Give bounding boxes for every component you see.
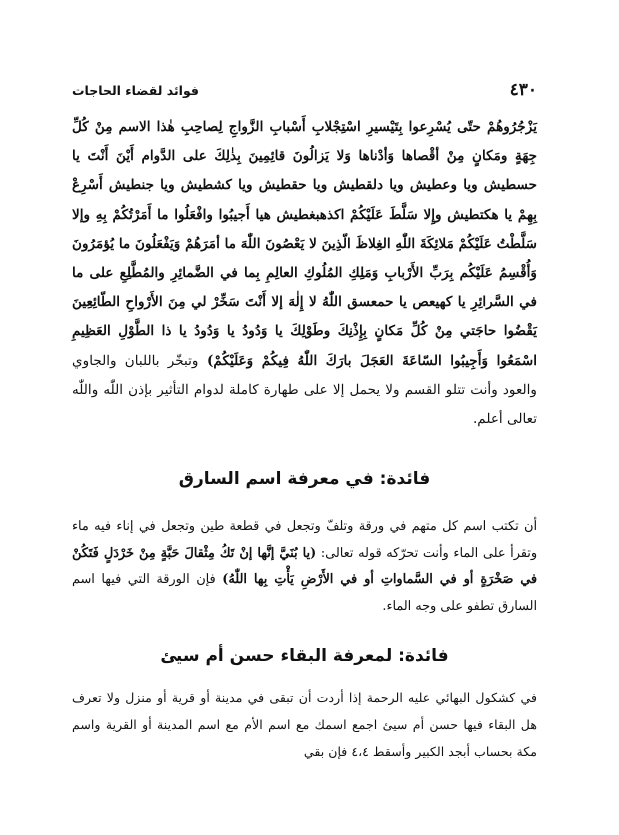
thief-text-before: أن تكتب اسم كل متهم في ورقة وتلفّ وتجعل في قطعة طين وتجعل في إناء فيه ماء وتقرأ على الماء وأنت تحرّكه قوله تعالى: (72, 519, 537, 561)
invocation-closing-text: وتبخّر باللبان والجاوي والعود وأنت تتلو القسم ولا يحمل إلا على طهارة كاملة لدوام التأثير بإذن اللّٰه واللّٰه تعالى أعلم. (72, 352, 537, 428)
section-heading-thief: فائدة: في معرفة اسم السارق (178, 469, 431, 489)
stay-paragraph: في كشكول البهائي عليه الرحمة إذا أردت أن تبقى في مدينة أو قرية أو منزل ولا تعرف هل البقاء فيها حسن أم سيئ اجمع اسمك مع اسم الأم مع اسم المدينة أو القرية واسم مكة بحساب أبجد الكبير وأسقط ٤،٤ فإن بقي (72, 690, 537, 759)
thief-paragraph (72, 514, 537, 620)
page-header (72, 80, 537, 100)
page-number: ٤٣٠ (509, 80, 537, 100)
running-title: فوائد لقضاء الحاجات (72, 83, 199, 98)
invocation-bold-text: يَزْجُرُوهُمْ حتّى يُسْرِعوا بِتَيْسيرِ اسْتِجْلابِ أَسْبابِ الزَّواجِ لِصاحِبِ هٰذا الاسم مِنْ كُلِّ جِهَةٍ ومَكانٍ مِنْ أقْصاها وَأدْناها وَلا يَزالُونَ قائِمِينَ بِذٰلِكَ على الدَّوام أَيْنَ أَنْتَ يا حسطيش ويا وعطيش ويا دلقطيش ويا حقطيش ويا كشطيش ويا جنطيش أَسْرِعْ بِهِمْ يا هكتطيش وإِلا سَلَّطَ عَلَيْكُمْ اكذهبغطيش هيا أَجيبُوا وافْعَلُوا ما أَمَرْتُكُمْ بِهِ وإلا سَلَّطْتُ عَلَيْكُمْ مَلائِكَةَ اللّٰهِ الغِلاظَ الّذِينَ لا يَعْصُونَ اللّٰهَ ما أمَرَهُمْ وَيَفْعَلُونَ ما يُؤمَرُونَ وَأُقْسِمُ عَلَيْكُم بِرَبِّ الأَرْبابِ وَمَلِكِ المُلُوكِ العالِمِ بِما في الضَّمائِرِ والمُطَّلِعِ على ما في السَّرائِرِ يا كهيعص يا حمعسق اللّٰهُ لا إِلٰهَ إلا أَنْتَ سَخِّرْ لي مِنَ الأَرْواحِ الطّائِعِينَ يَقْضُوا حاجَتي مِنْ كُلِّ مَكانٍ بِإِذْنِكَ وطَوْلِكَ يا وَدُودُ يا وَدُودُ يا ذا الطَّوْلِ العَظِيمِ اسْمَعُوا وَأَجِيبُوا السّاعَةَ العَجَلَ بارَكَ اللّٰهُ فِيكُمْ وَعَلَيْكُمْ) (72, 119, 537, 369)
invocation-paragraph (72, 113, 537, 434)
section-heading-stay: فائدة: لمعرفة البقاء حسن أم سيئ (160, 646, 449, 666)
thief-section-body (72, 514, 537, 620)
stay-section-body (72, 684, 537, 765)
thief-text-after: فإن الورقة التي فيها اسم السارق تطفو على وجه الماء. (72, 572, 537, 614)
invocation-block (72, 113, 537, 434)
quran-verse: (يا بُنَيَّ إنَّها إنْ تَكُ مِثْقالَ حَبَّةٍ مِنْ خَرْدَلٍ فَتَكُنْ في صَخْرَةٍ أو في السَّماواتِ أو في الأَرْضِ يَأْتِ بِها اللّٰهُ) (72, 545, 537, 587)
